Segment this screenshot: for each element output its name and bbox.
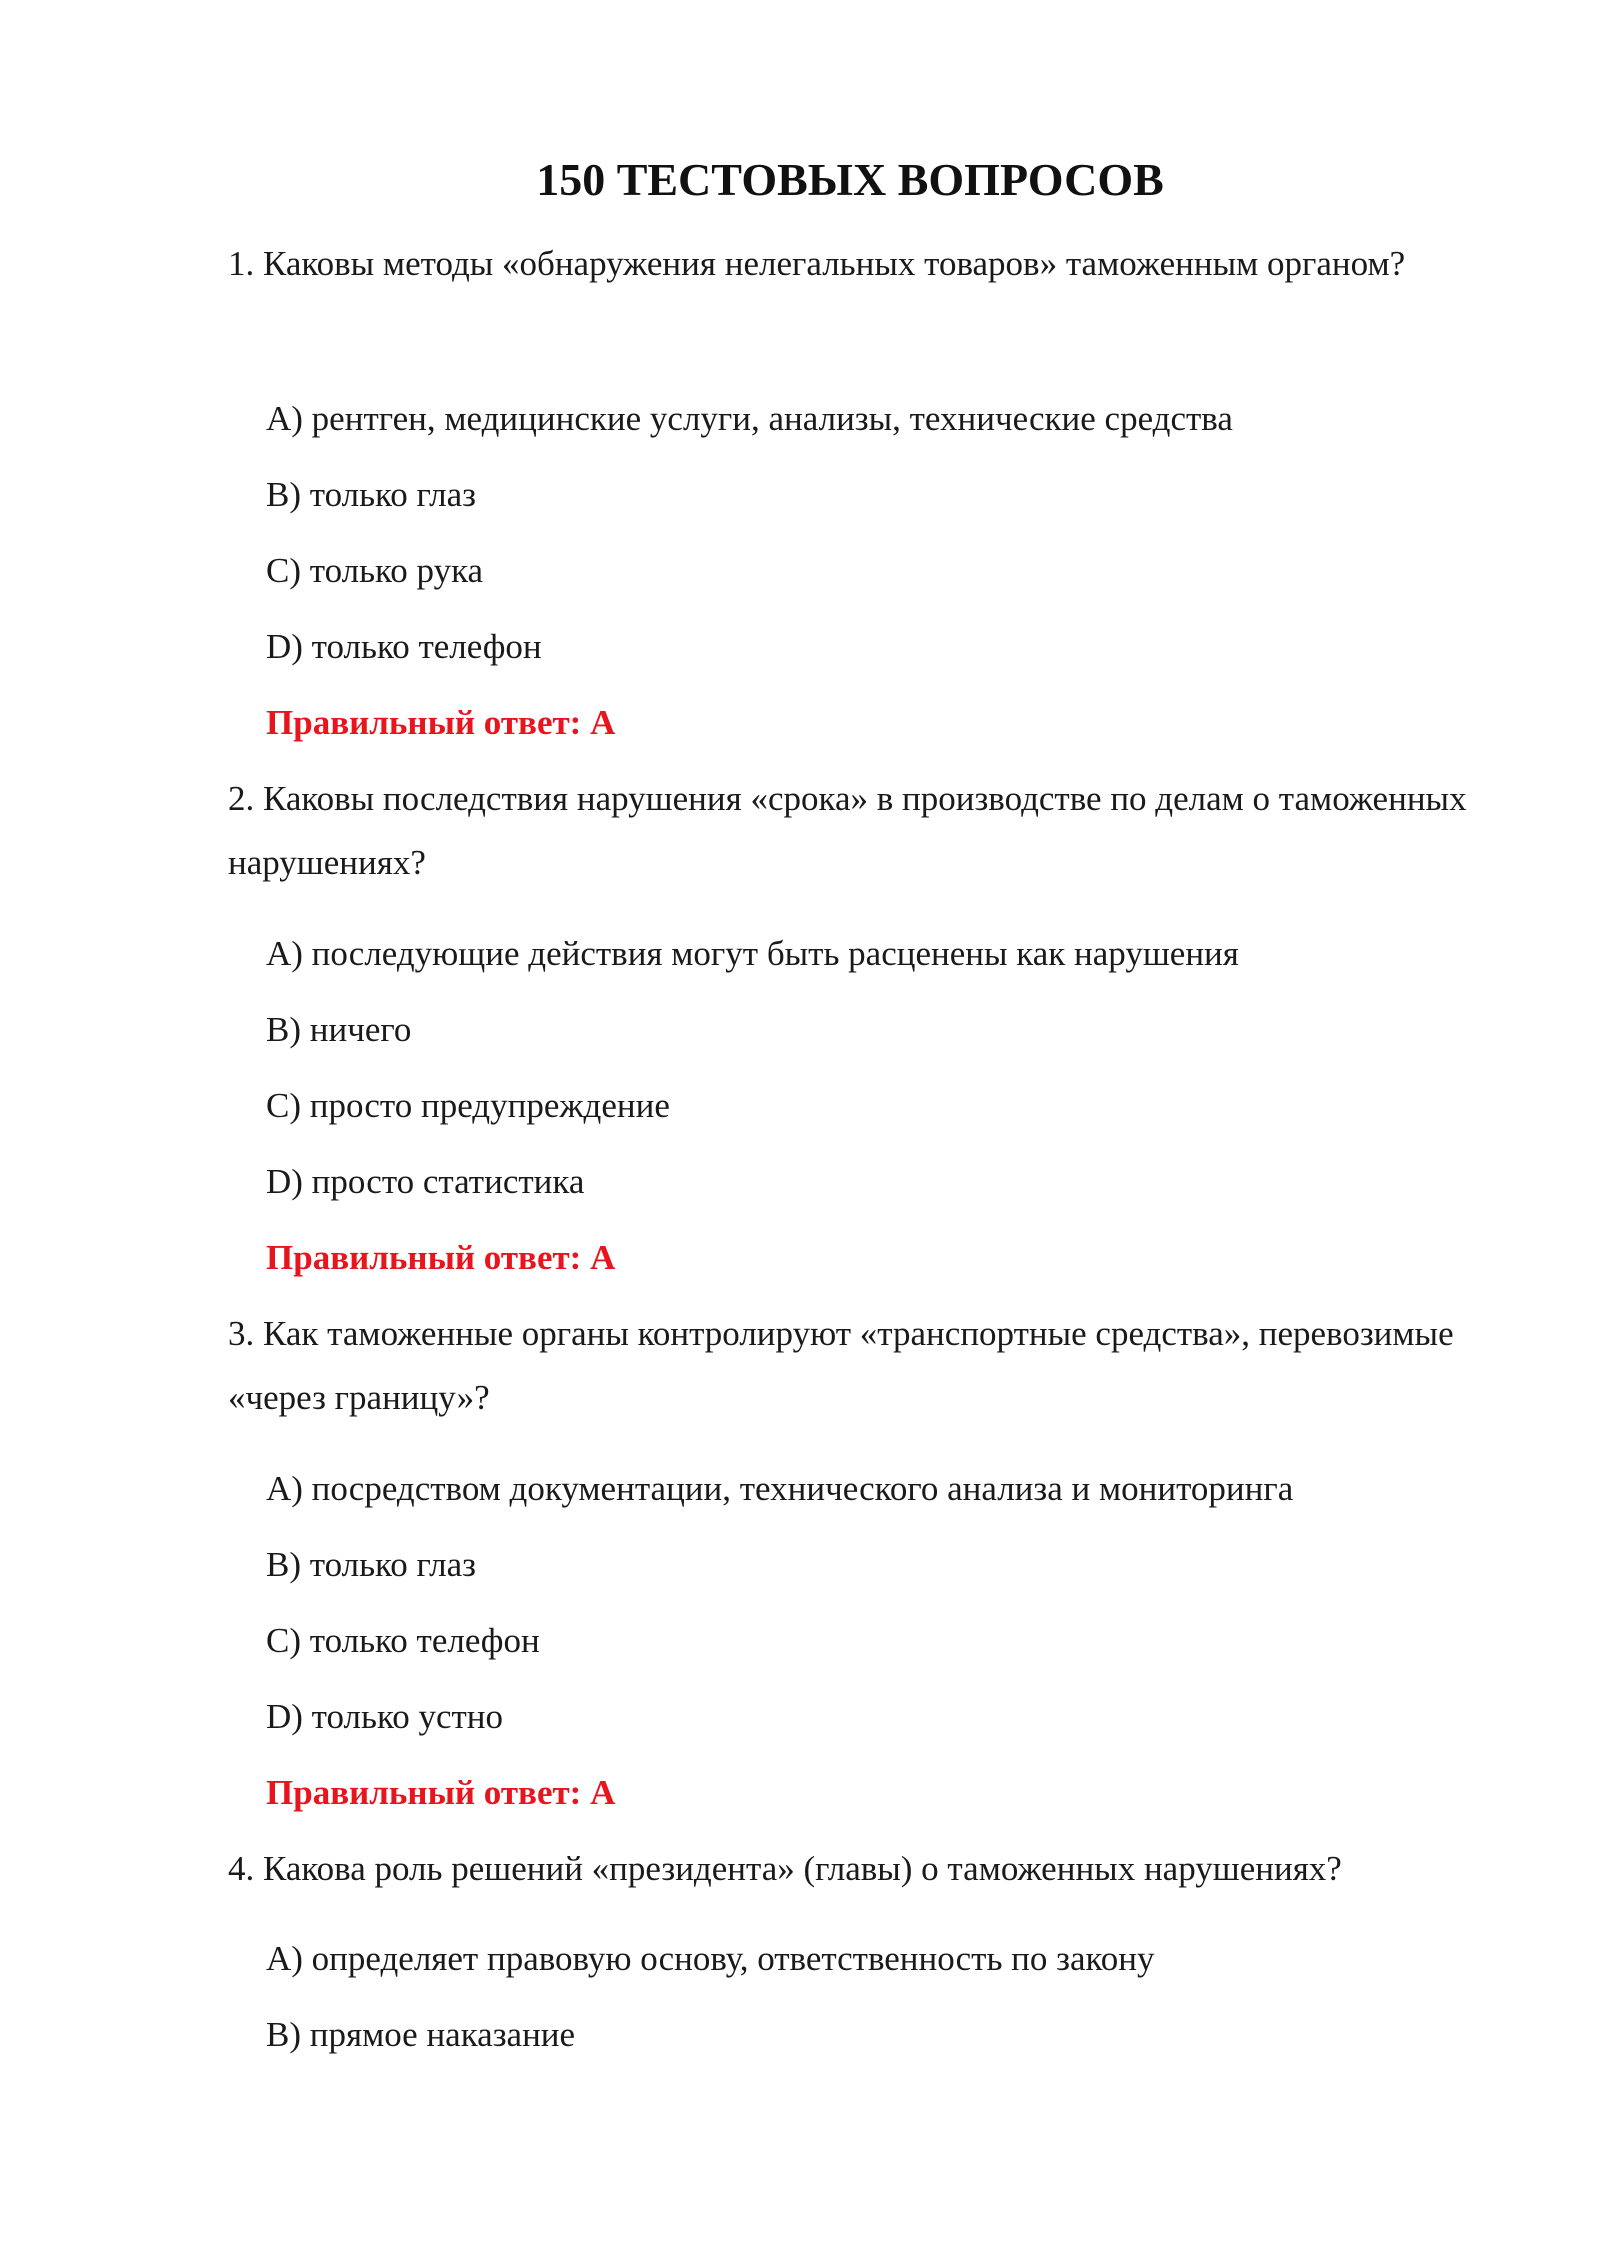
question-2-option-d: D) просто статистика — [266, 1162, 585, 1201]
question-1-option-d: D) только телефон — [266, 627, 542, 666]
question-1-answer: Правильный ответ: A — [266, 703, 616, 742]
question-1-option-a: A) рентген, медицинские услуги, анализы, технические средства — [266, 399, 1233, 438]
question-4-text: 4. Какова роль решений «президента» (главы) о таможенных нарушениях? — [228, 1849, 1342, 1888]
question-4-option-a: A) определяет правовую основу, ответственность по закону — [266, 1939, 1155, 1978]
question-2-option-b: B) ничего — [266, 1010, 412, 1049]
question-2-option-a: A) последующие действия могут быть расценены как нарушения — [266, 934, 1239, 973]
question-1-text: 1. Каковы методы «обнаружения нелегальных товаров» таможенным органом? — [228, 244, 1406, 283]
question-1-option-c: C) только рука — [266, 551, 484, 590]
question-1-option-b: B) только глаз — [266, 475, 476, 514]
question-2-text: 2. Каковы последствия нарушения «срока» в производстве по делам о таможенных нарушениях? — [228, 779, 1467, 882]
document-title: 150 ТЕСТОВЫХ ВОПРОСОВ — [536, 154, 1164, 205]
question-3-answer: Правильный ответ: A — [266, 1773, 616, 1812]
question-2-option-c: C) просто предупреждение — [266, 1086, 670, 1125]
question-3-option-a: A) посредством документации, технического анализа и мониторинга — [266, 1469, 1294, 1508]
question-3-option-b: B) только глаз — [266, 1545, 476, 1584]
question-3-option-c: C) только телефон — [266, 1621, 540, 1660]
question-3-option-d: D) только устно — [266, 1697, 504, 1736]
question-3-text: 3. Как таможенные органы контролируют «транспортные средства», перевозимые «через границу»? — [228, 1314, 1454, 1417]
question-4-option-b: B) прямое наказание — [266, 2015, 576, 2054]
question-2-answer: Правильный ответ: A — [266, 1238, 616, 1277]
